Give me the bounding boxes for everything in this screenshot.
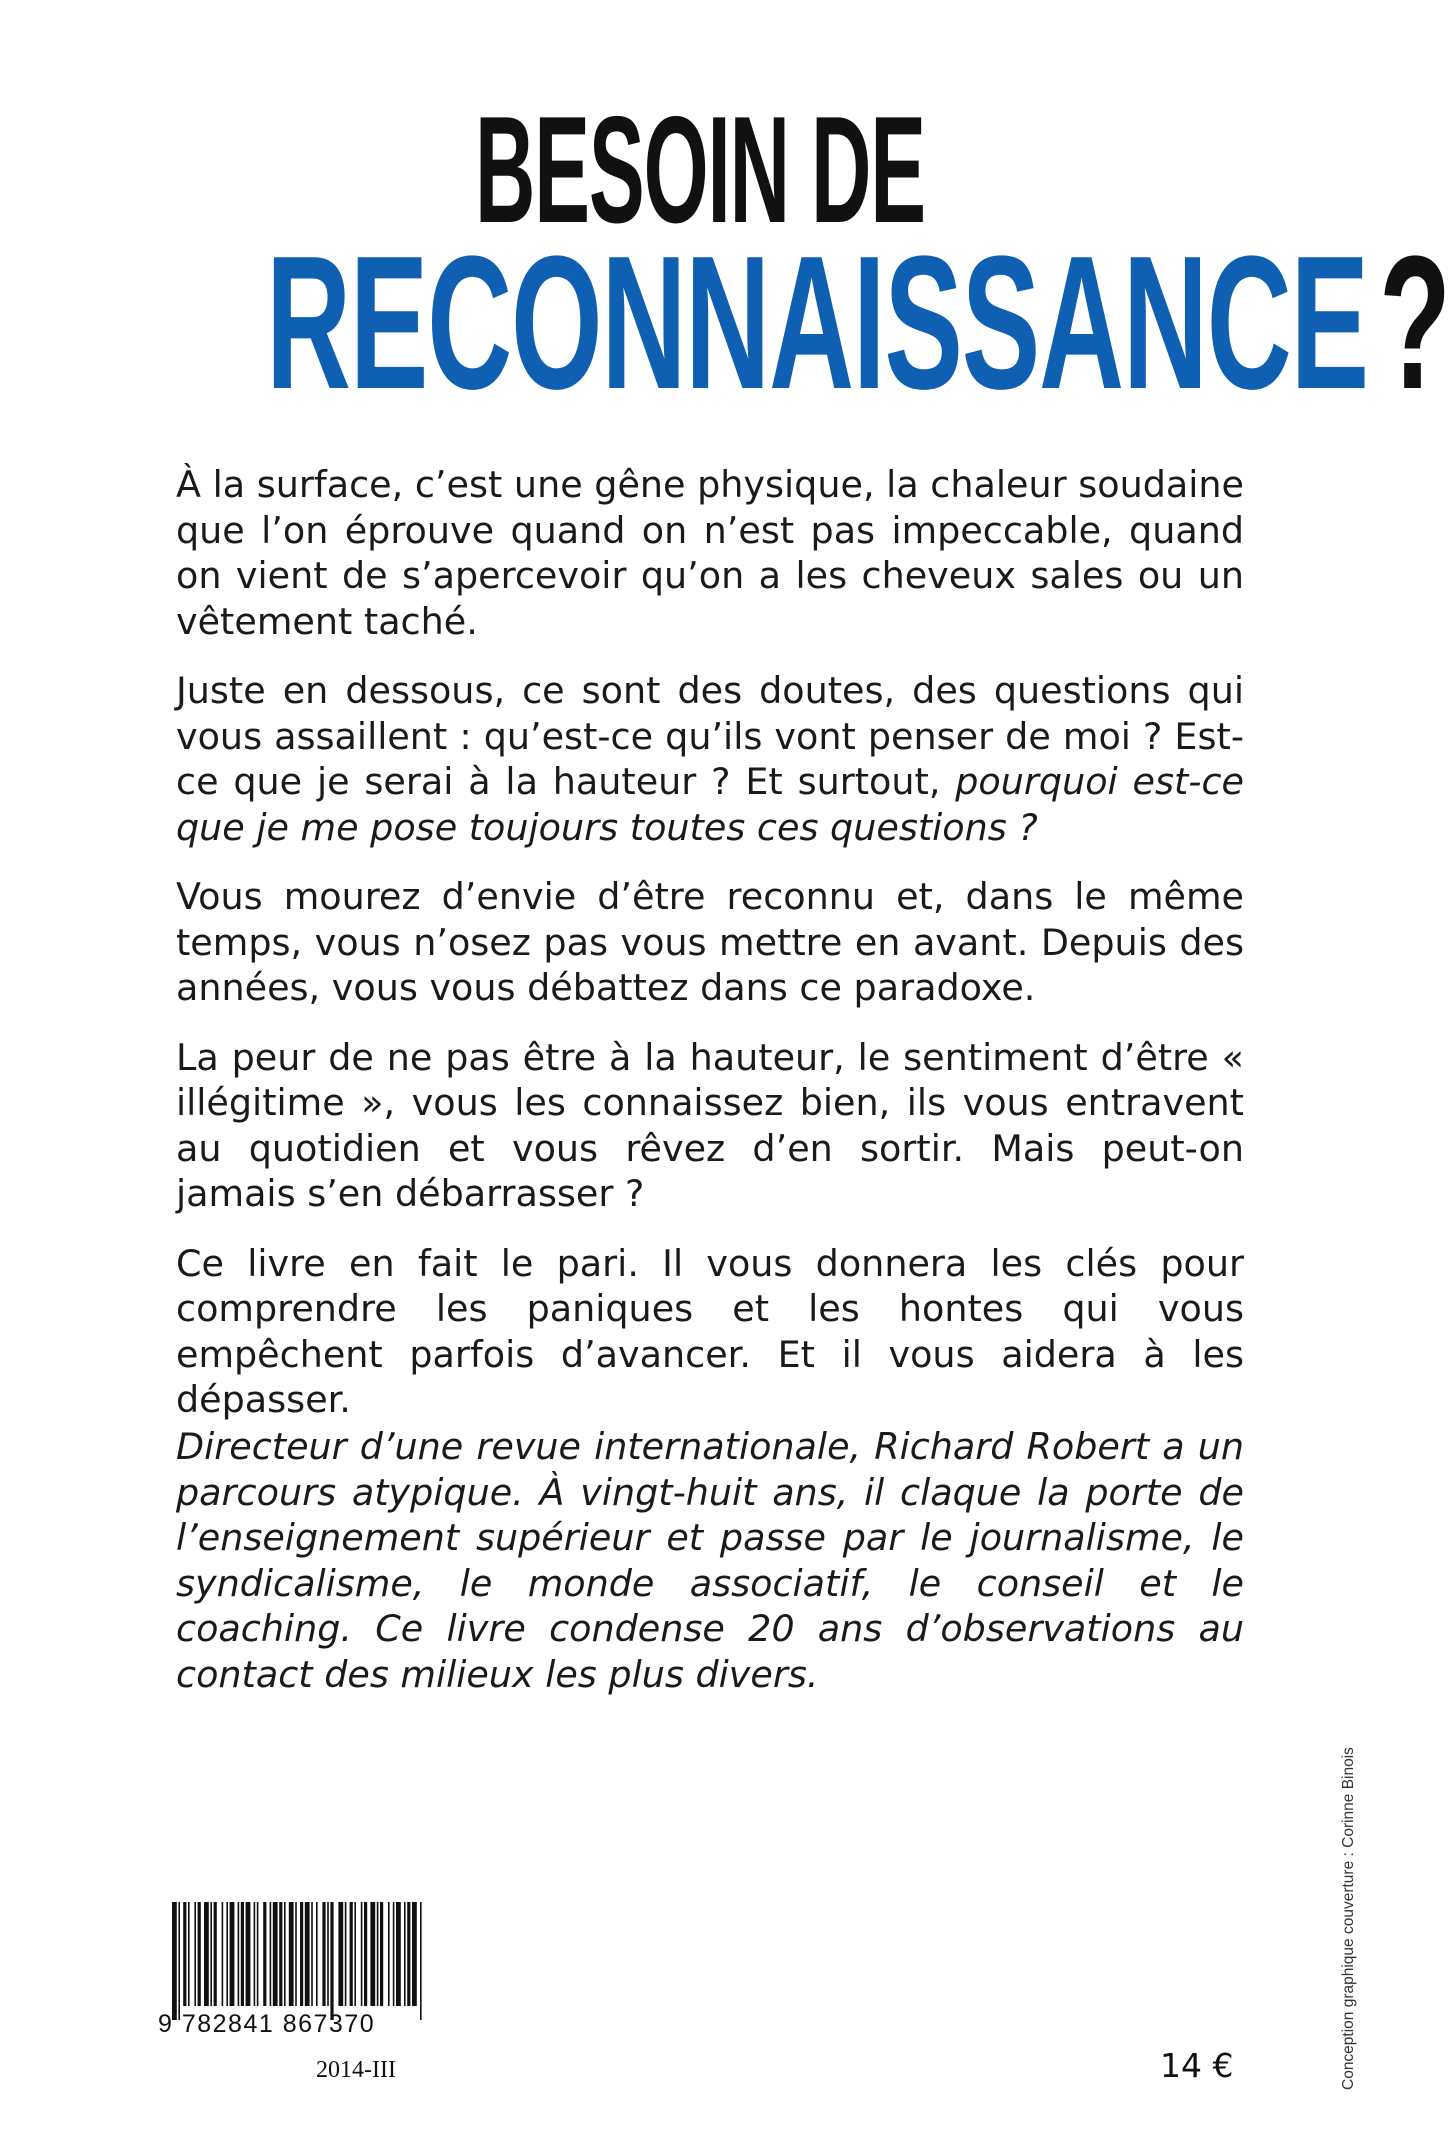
barcode-bar: [183, 1902, 186, 2006]
blurb-paragraph-4: La peur de ne pas être à la hauteur, le sentiment d’être « illégitime », vous les connaissez bien, ils vous entravent au quotidien et vous rêvez d’en sortir. Mais peut-on jamais s’en débarrasser ?: [176, 1035, 1244, 1215]
barcode-bar: [188, 1902, 190, 2006]
barcode-bar: [263, 1902, 266, 2006]
barcode-bar: [284, 1902, 286, 2006]
barcode-bar: [350, 1902, 353, 2006]
barcode-bar: [300, 1902, 303, 2006]
blurb-paragraph-2-italic: pourquoi est-ce que je me pose toujours toutes ces questions ?: [176, 760, 1244, 849]
barcode-bar: [311, 1902, 313, 2006]
barcode-bar: [305, 1902, 310, 2006]
barcode-bar: [254, 1902, 256, 2006]
barcode-bar: [412, 1902, 417, 2006]
barcode-bar: [226, 1902, 228, 2006]
barcode-bar: [246, 1902, 251, 2006]
author-bio: Directeur d’une revue internationale, Richard Robert a un parcours atypique. À vingt-huit ans, il claque la porte de l’enseignement supérieur et passe par le journalisme, le syndicalisme, le monde associatif, le conseil et le coaching. Ce livre condense 20 ans d’observations au contact des milieux les plus divers.: [176, 1425, 1244, 1696]
barcode-bar: [210, 1902, 212, 2006]
blurb-paragraph-5: Ce livre en fait le pari. Il vous donnera les clés pour comprendre les paniques et les hontes qui vous empêchent parfois d’avancer. Et il vous aidera à les dépasser.: [176, 1241, 1244, 1421]
barcode-bar: [238, 1902, 240, 2006]
barcode-bar: [222, 1902, 224, 2006]
barcode-bar: [279, 1902, 282, 2006]
barcode-bar: [322, 1902, 325, 2006]
barcode-bar: [204, 1902, 209, 2006]
barcode-bar: [380, 1902, 383, 2006]
barcode-bar: [273, 1902, 278, 2006]
barcode-bar: [377, 1902, 379, 2006]
barcode-bar: [404, 1902, 406, 2006]
barcode-bar: [257, 1902, 259, 2006]
price: 14 €: [1160, 2046, 1234, 2085]
barcode-bar: [338, 1902, 343, 2006]
barcode-bar: [354, 1902, 356, 2006]
edition-code: 2014-III: [316, 2057, 396, 2083]
blurb-paragraph-1: À la surface, c’est une gêne physique, la chaleur soudaine que l’on éprouve quand on n’est pas impeccable, quand on vient de s’apercevoir qu’on a les cheveux sales ou un vêtement taché.: [176, 463, 1244, 643]
barcode-bar: [214, 1902, 217, 2006]
barcode-bar: [295, 1902, 297, 2006]
barcode-bar: [330, 1902, 333, 2020]
barcode-bar: [178, 1902, 180, 2020]
barcode-bar: [230, 1902, 235, 2006]
barcode-bar: [370, 1902, 375, 2006]
barcode-bar: [289, 1902, 294, 2006]
barcode-bar: [393, 1902, 395, 2006]
book-title-line1: BESOIN DE: [475, 85, 925, 255]
barcode-bar: [194, 1902, 196, 2006]
barcode-bar: [364, 1902, 367, 2006]
barcode-bar: [361, 1902, 363, 2006]
barcode-bar: [327, 1902, 329, 2006]
barcode-bar: [420, 1902, 422, 2020]
blurb-paragraph-2: [176, 668, 1244, 850]
barcode-bar: [241, 1902, 244, 2006]
book-title-keyword: RECONNAISSANCE: [266, 217, 1368, 429]
barcode-bar: [270, 1902, 272, 2006]
design-credit: Conception graphique couverture : Corinne Binois: [1340, 1747, 1357, 2090]
blurb-paragraph-3: Vous mourez d’envie d’être reconnu et, dans le même temps, vous n’osez pas vous mettre en avant. Depuis des années, vous vous débattez dans ce paradoxe.: [176, 875, 1244, 1009]
barcode-digits: 9 782841 867370: [158, 2010, 376, 2038]
barcode-bar: [316, 1902, 318, 2006]
barcode-bar: [172, 1902, 177, 2020]
book-title-line2: [266, 217, 1450, 429]
barcode-bar: [407, 1902, 410, 2006]
barcode-bar: [345, 1902, 347, 2006]
book-title-question-mark: ?: [1379, 217, 1450, 429]
barcode-bar: [388, 1902, 390, 2006]
barcode-bar: [198, 1902, 201, 2006]
barcode-bar: [396, 1902, 401, 2006]
blurb: [176, 462, 1244, 1447]
blurb-paragraph-2-text: Juste en dessous, ce sont des doutes, des questions qui vous assaillent : qu’est-ce qu’ils vont penser de moi ? Est-ce que je serai à la hauteur ? Et surtout,: [176, 669, 1244, 803]
